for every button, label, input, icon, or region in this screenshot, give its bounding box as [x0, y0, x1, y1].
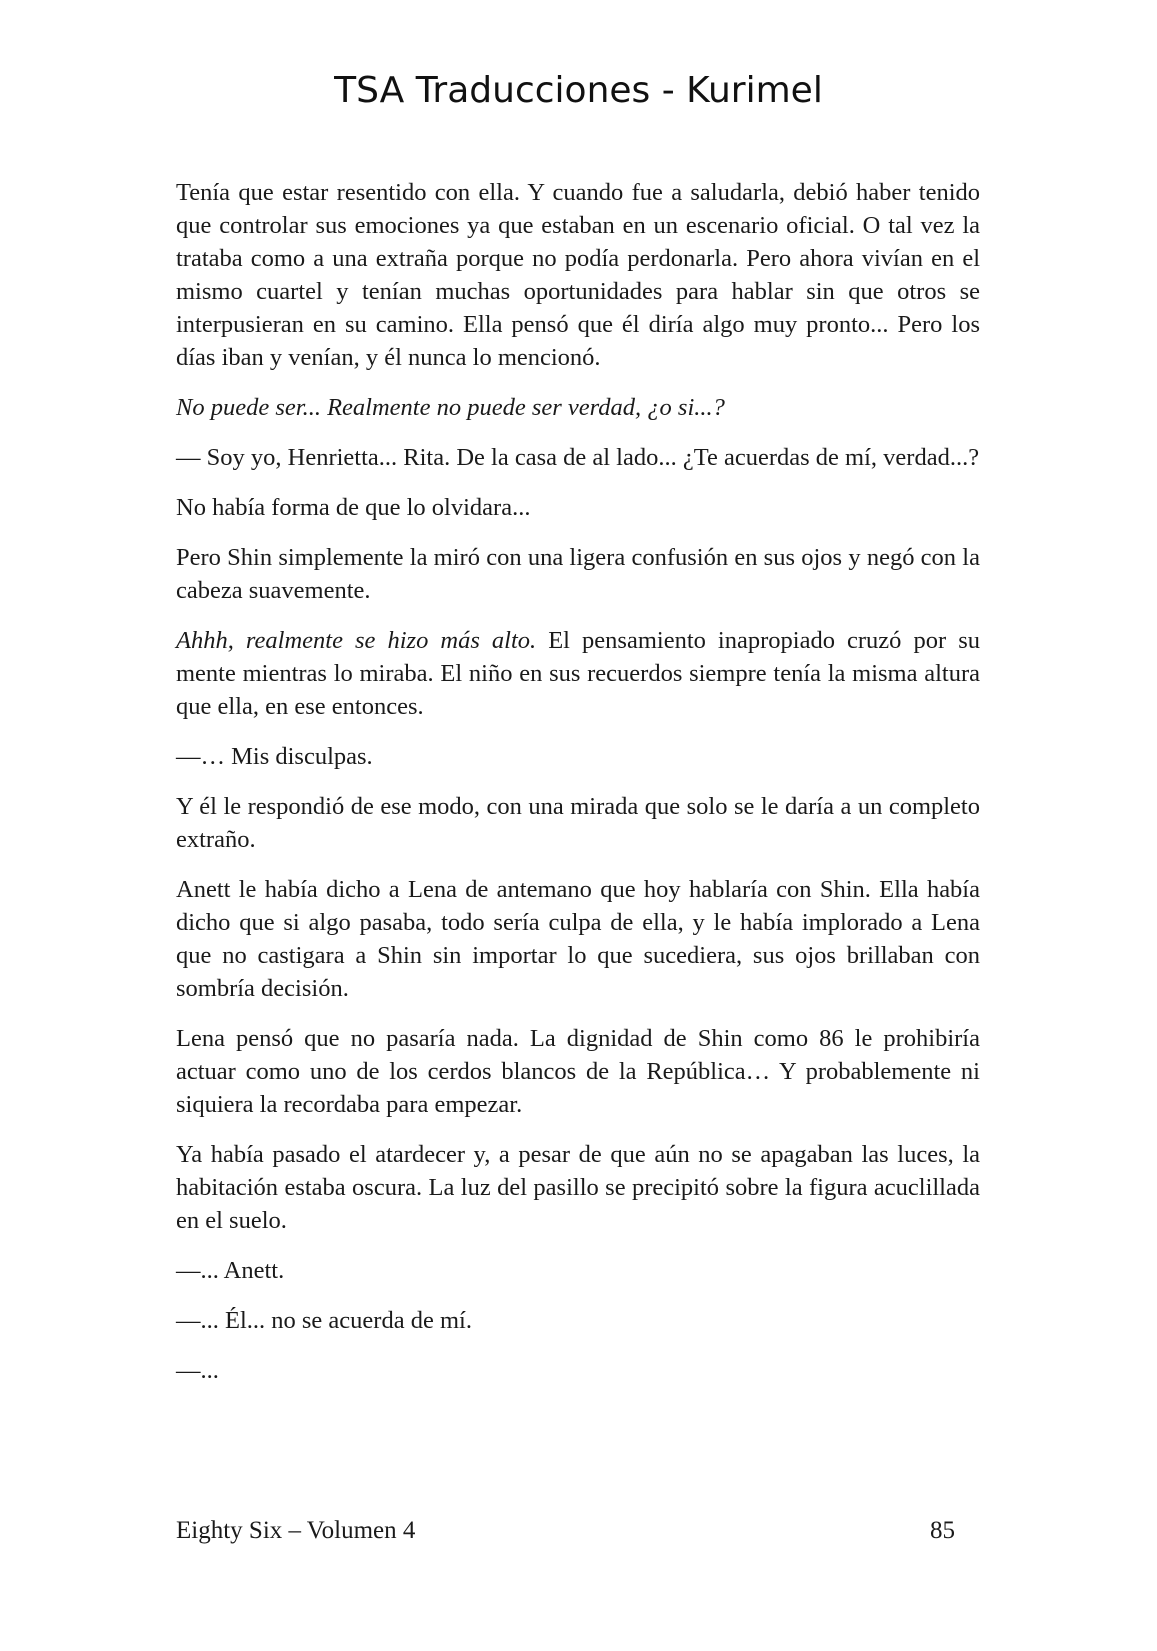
- footer-book-title: Eighty Six – Volumen 4: [176, 1517, 416, 1544]
- dialogue-line: —... Anett.: [176, 1257, 285, 1284]
- paragraph: Ya había pasado el atardecer y, a pesar de que aún no se apagaban las luces, la habitación estaba oscura. La luz del pasillo se precipitó sobre la figura acuclillada en el suelo.: [176, 1141, 980, 1234]
- paragraph: Pero Shin simplemente la miró con una ligera confusión en sus ojos y negó con la cabeza suavemente.: [176, 544, 980, 604]
- page-header-title: TSA Traducciones - Kurimel: [334, 70, 823, 111]
- paragraph: Tenía que estar resentido con ella. Y cuando fue a saludarla, debió haber tenido que controlar sus emociones ya que estaban en un escenario oficial. O tal vez la trataba como a una extraña porque no podía perdonarla. Pero ahora vivían en el mismo cuartel y tenían muchas oportunidades para hablar sin que otros se interpusieran en su camino. Ella pensó que él diría algo muy pronto... Pero los días iban y venían, y él nunca lo mencionó.: [176, 179, 980, 371]
- paragraph: Lena pensó que no pasaría nada. La dignidad de Shin como 86 le prohibiría actuar como uno de los cerdos blancos de la República… Y probablemente ni siquiera la recordaba para empezar.: [176, 1025, 980, 1118]
- italic-thought: Ahhh, realmente se hizo más alto.: [176, 627, 537, 654]
- dialogue-line: —...: [176, 1357, 219, 1384]
- dialogue-line: —… Mis disculpas.: [176, 743, 373, 770]
- page-body: [176, 176, 980, 1404]
- dialogue-line: —... Él... no se acuerda de mí.: [176, 1307, 472, 1334]
- paragraph: Y él le respondió de ese modo, con una mirada que solo se le daría a un completo extraño.: [176, 793, 980, 853]
- paragraph-text: El pensamiento inapropiado cruzó por su mente mientras lo miraba. El niño en sus recuerdos siempre tenía la misma altura que ella, en ese entonces.: [176, 627, 980, 720]
- italic-thought: No puede ser... Realmente no puede ser verdad, ¿o si...?: [176, 394, 725, 421]
- dialogue-line: — Soy yo, Henrietta... Rita. De la casa de al lado... ¿Te acuerdas de mí, verdad...?: [176, 444, 980, 471]
- paragraph: Anett le había dicho a Lena de antemano que hoy hablaría con Shin. Ella había dicho que si algo pasaba, todo sería culpa de ella, y le había implorado a Lena que no castigara a Shin sin importar lo que sucediera, sus ojos brillaban con sombría decisión.: [176, 876, 980, 1002]
- paragraph: No había forma de que lo olvidara...: [176, 494, 531, 521]
- paragraph: [176, 624, 980, 723]
- page-number: 85: [930, 1517, 955, 1544]
